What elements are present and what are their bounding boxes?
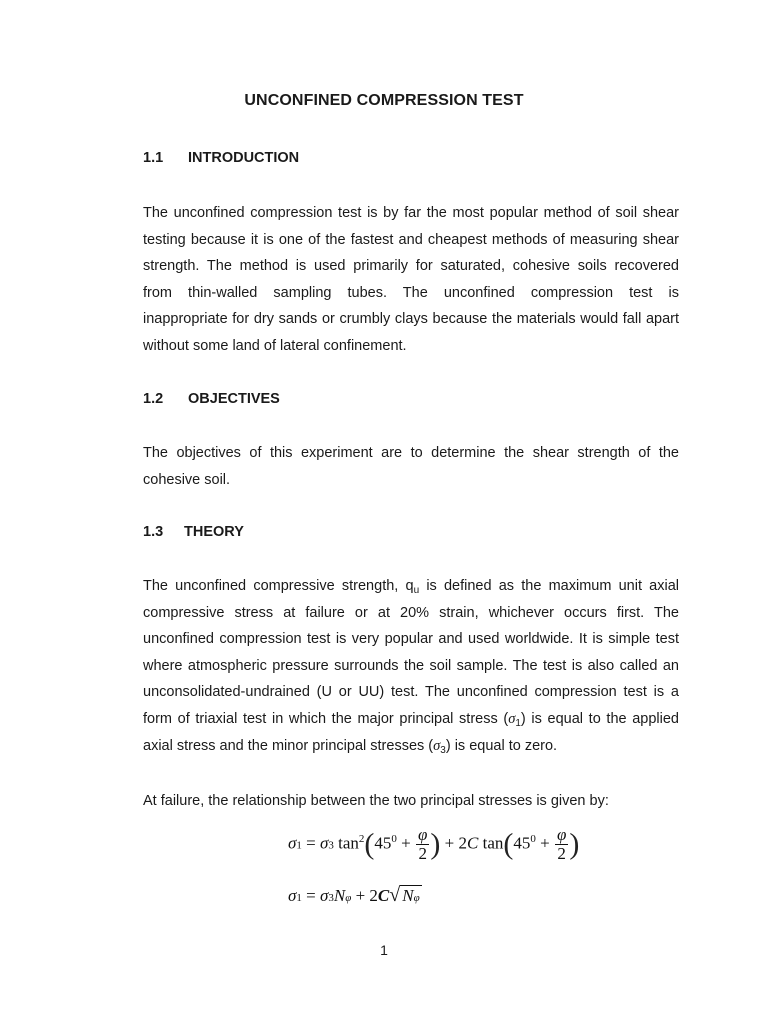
text-line: The unconfined compression test is by far the most popular method of soil shear xyxy=(143,205,679,221)
section-heading-introduction xyxy=(143,150,299,166)
text-line: The unconfined compressive strength, $q_u$ is defined as the maximum unit axial xyxy=(143,578,679,596)
section-heading-objectives xyxy=(143,391,280,407)
equation-bearing-factor: σ1 = σ3Nφ + 2C√ Nφ xyxy=(288,884,420,906)
sqrt-symbol: √ xyxy=(389,884,401,906)
text-line: cohesive soil. xyxy=(143,471,231,488)
equation-principal-stresses: σ1 = σ3 $\tan^2(45^0$ + $\frac{\varphi}{2}$ ) + 2C $\tan(45^0$ + $\frac{\varphi}{2}$ ) xyxy=(288,825,580,863)
text-line: strength. The method is used primarily for saturated, cohesive soils recovered xyxy=(143,258,679,275)
sigma-symbol: σ xyxy=(433,737,441,754)
text-line: inappropriate for dry sands or crumbly clays because the materials would fall apart xyxy=(143,311,679,328)
introduction-paragraph xyxy=(143,200,679,360)
section-title: INTRODUCTION xyxy=(188,150,300,166)
section-number: 1.1 xyxy=(143,150,164,166)
theory-paragraph xyxy=(143,573,679,759)
text-line: compressive stress at failure or at 20% strain, whichever occurs first. The xyxy=(143,604,679,621)
fraction: $\frac{\varphi}{2}$ xyxy=(556,825,567,863)
page-number: 1 xyxy=(380,942,388,958)
section-title: THEORY xyxy=(184,524,244,540)
text-line: The objectives of this experiment are to determine the shear strength of the xyxy=(143,445,679,461)
text-line: where atmospheric pressure surrounds the soil sample. The test is also called an xyxy=(143,657,679,674)
section-heading-theory xyxy=(143,524,244,540)
objectives-paragraph xyxy=(143,440,679,493)
section-number: 1.3 xyxy=(143,524,164,540)
page-title: UNCONFINED COMPRESSION TEST xyxy=(244,92,524,109)
text-line: unconsolidated-undrained (U or UU) test. The unconfined compression test is a xyxy=(143,684,679,701)
text-line: from thin-walled sampling tubes. The unconfined compression test is xyxy=(143,284,679,301)
text-line: axial stress and the minor principal stresses $(\sigma_3)$ is equal to zero. xyxy=(143,737,558,756)
text-line: testing because it is one of the fastest and cheapest methods of measuring shear xyxy=(143,231,679,248)
text-line: unconfined compression test is very popular and used worldwide. It is simple test xyxy=(143,631,679,648)
failure-paragraph xyxy=(143,788,679,815)
text-line: without some land of lateral confinement. xyxy=(143,337,407,354)
section-title: OBJECTIVES xyxy=(188,391,280,407)
text-line: At failure, the relationship between the two principal stresses is given by: xyxy=(143,793,609,809)
section-number: 1.2 xyxy=(143,391,164,407)
text-line: form of triaxial test in which the major principal stress $(\sigma_1)$ is equal to the applied xyxy=(143,710,679,729)
sigma-symbol: σ xyxy=(508,710,516,727)
fraction: $\frac{\varphi}{2}$ xyxy=(418,825,428,863)
